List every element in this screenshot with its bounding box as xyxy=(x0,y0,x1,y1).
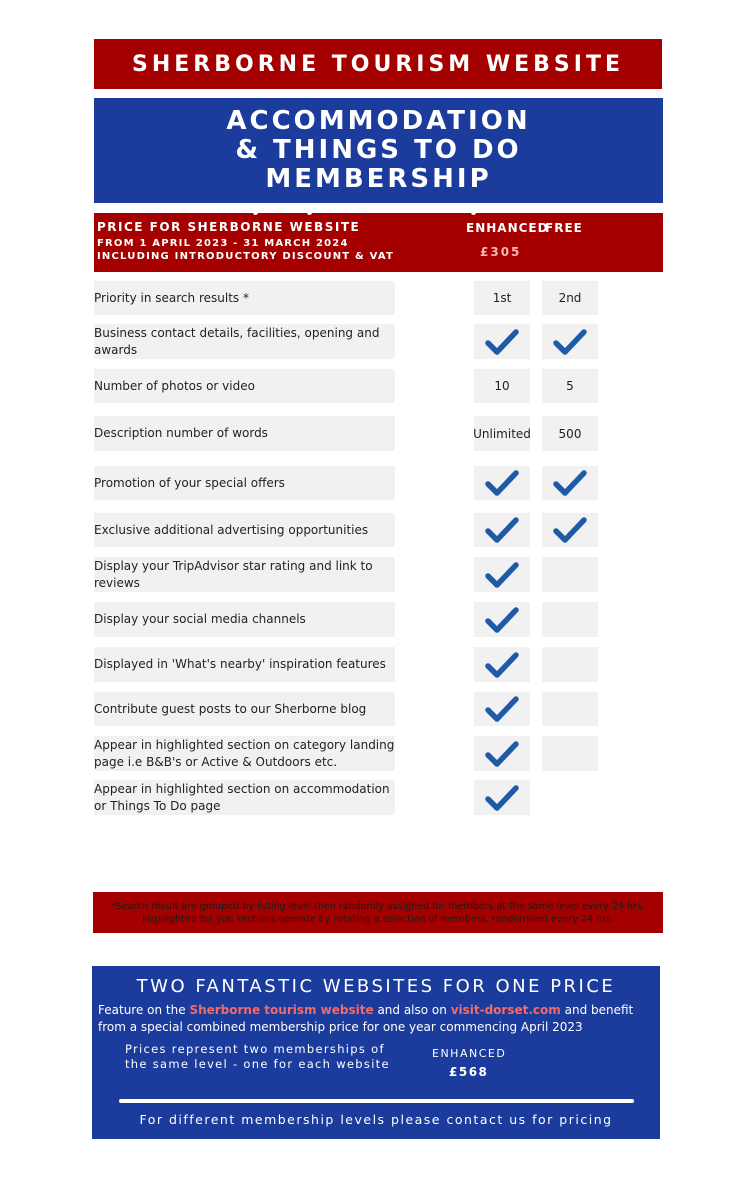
feature-label xyxy=(94,466,395,500)
feature-label xyxy=(94,692,395,726)
feature-label xyxy=(94,736,395,771)
combined-offer-text xyxy=(98,1002,658,1036)
enhanced-check-icon xyxy=(474,557,530,592)
feature-label-text: Promotion of your special offers xyxy=(94,475,285,490)
combined-offer-panel xyxy=(92,966,660,1139)
visit-dorset-site-name: visit-dorset.com xyxy=(450,1003,561,1017)
free-check-icon xyxy=(542,466,598,500)
enhanced-check-icon xyxy=(474,780,530,815)
feature-label-text: Contribute guest posts to our Sherborne blog xyxy=(94,701,367,716)
feature-label xyxy=(94,647,395,682)
divider xyxy=(119,1099,634,1103)
decorative-dot xyxy=(471,210,476,215)
search-note-line-1: *Search result are grouped by listing level then randomly assigned for members at the same level every 24 hrs. xyxy=(111,900,645,912)
sherborne-site-name: Sherborne tourism website xyxy=(189,1003,374,1017)
contact-footer: For different membership levels please contact us for pricing xyxy=(139,1112,613,1127)
price-includes: INCLUDING INTRODUCTORY DISCOUNT & VAT xyxy=(97,251,395,262)
combined-price-note xyxy=(125,1042,390,1072)
combined-offer-text-end: and benefit from a special combined membership price for one year commencing April 2023 xyxy=(98,1003,634,1034)
search-note-line-2: Highlighted for you sections operate by rotating a selection of members, randomised every 24 hrs. xyxy=(142,913,614,925)
enhanced-check-icon xyxy=(474,692,530,726)
membership-title-line-3: MEMBERSHIP xyxy=(265,164,492,194)
feature-label-text: Description number of words xyxy=(94,426,268,440)
combined-offer-text-start: Feature on the xyxy=(98,1003,190,1017)
feature-label-text: Display your TripAdvisor star rating and link to reviews xyxy=(94,558,373,590)
enhanced-price: £305 xyxy=(480,245,522,259)
free-value: 2nd xyxy=(542,281,598,315)
free-empty-cell xyxy=(542,692,598,726)
free-check-icon xyxy=(542,324,598,359)
free-empty-cell xyxy=(542,736,598,771)
feature-label-text: Priority in search results * xyxy=(94,290,249,305)
decorative-dot xyxy=(253,210,258,215)
enhanced-check-icon xyxy=(474,647,530,682)
feature-label-text: Business contact details, facilities, opening and awards xyxy=(94,325,380,357)
feature-label xyxy=(94,557,395,592)
combined-price-note-line-2: the same level - one for each website xyxy=(125,1057,390,1071)
free-empty-cell xyxy=(542,647,598,682)
combined-enhanced-price: £568 xyxy=(449,1065,489,1079)
price-header xyxy=(94,213,663,272)
feature-label-text: Display your social media channels xyxy=(94,612,306,626)
enhanced-check-icon xyxy=(474,513,530,547)
enhanced-column-header: ENHANCED xyxy=(466,221,549,235)
free-check-icon xyxy=(542,513,598,547)
price-period: FROM 1 APRIL 2023 - 31 MARCH 2024 xyxy=(97,238,349,249)
enhanced-check-icon xyxy=(474,466,530,500)
feature-label xyxy=(94,513,395,547)
combined-offer-text-mid: and also on xyxy=(373,1003,451,1017)
feature-label-text: Appear in highlighted section on category landing page i.e B&B's or Active & Outdoors etc. xyxy=(94,737,395,769)
search-note xyxy=(93,892,663,933)
combined-price-note-line-1: Prices represent two memberships of xyxy=(125,1042,385,1056)
membership-title-line-1: ACCOMMODATION xyxy=(226,106,531,136)
free-value: 5 xyxy=(542,369,598,403)
membership-title-banner xyxy=(94,98,663,203)
feature-label-text: Displayed in 'What's nearby' inspiration features xyxy=(94,657,386,671)
combined-enhanced-label: ENHANCED xyxy=(432,1047,507,1060)
combined-offer-title: TWO FANTASTIC WEBSITES FOR ONE PRICE xyxy=(136,976,616,997)
free-empty-cell xyxy=(542,602,598,637)
enhanced-check-icon xyxy=(474,602,530,637)
feature-label xyxy=(94,780,395,815)
feature-label xyxy=(94,602,395,637)
membership-title-line-2: & THINGS TO DO xyxy=(235,135,522,165)
price-header-title: PRICE FOR SHERBORNE WEBSITE xyxy=(97,220,361,234)
enhanced-value: 10 xyxy=(474,369,530,403)
enhanced-check-icon xyxy=(474,324,530,359)
feature-label xyxy=(94,281,395,315)
enhanced-value: 1st xyxy=(474,281,530,315)
feature-label-text: Number of photos or video xyxy=(94,378,255,393)
feature-label xyxy=(94,416,395,451)
free-column-header: FREE xyxy=(545,221,583,235)
feature-label xyxy=(94,324,395,359)
site-title-banner xyxy=(94,39,662,89)
decorative-dot xyxy=(307,210,312,215)
feature-label-text: Exclusive additional advertising opportunities xyxy=(94,522,369,537)
enhanced-check-icon xyxy=(474,736,530,771)
free-empty-cell xyxy=(542,557,598,592)
feature-label-text: Appear in highlighted section on accommodation or Things To Do page xyxy=(94,781,390,813)
free-value: 500 xyxy=(542,416,598,451)
site-title: SHERBORNE TOURISM WEBSITE xyxy=(132,51,624,77)
enhanced-value: Unlimited xyxy=(474,416,530,451)
feature-label xyxy=(94,369,395,403)
